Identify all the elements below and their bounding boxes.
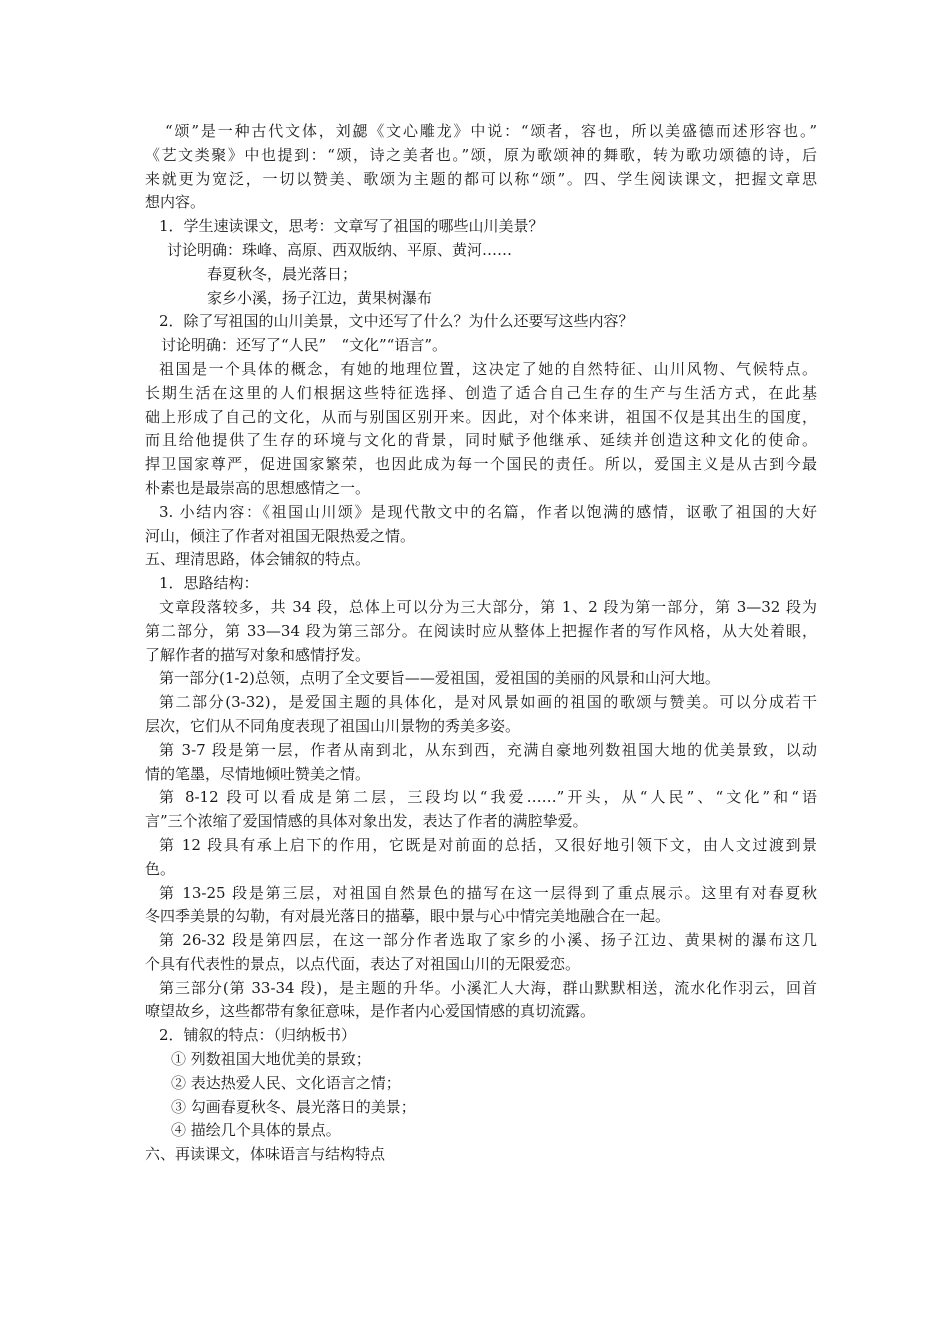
- text-line: 想内容。: [145, 193, 206, 212]
- text-line: 1．学生速读课文，思考：文章写了祖国的哪些山川美景？: [159, 217, 544, 236]
- text-line: ② 表达热爱人民、文化语言之情；: [171, 1073, 401, 1092]
- text-line: 层次，它们从不同角度表现了祖国山川景物的秀美多姿。: [145, 716, 521, 735]
- text-line: 础上形成了自己的文化，从而与别国区别开来。因此，对个体来讲，祖国不仅是其出生的国度，: [145, 407, 817, 426]
- text-line: 第 8-12 段可以看成是第二层，三段均以“我爱……”开头，从“人民”、“文化”和“语: [159, 788, 817, 807]
- text-line: 色。: [145, 859, 176, 878]
- text-line: 祖国是一个具体的概念，有她的地理位置，这决定了她的自然特征、山川风物、气候特点。: [159, 359, 817, 378]
- text-line: 第三部分(第 33-34 段)，是主题的升华。小溪汇人大海，群山默默相送，流水化作羽云，回首: [159, 978, 817, 997]
- text-line: 捍卫国家尊严，促进国家繁荣，也因此成为每一个国民的责任。所以，爱国主义是从古到今最: [145, 455, 817, 474]
- text-line: 第 13-25 段是第三层，对祖国自然景色的描写在这一层得到了重点展示。这里有对春夏秋: [159, 883, 817, 902]
- text-line: 个具有代表性的景点，以点代面，表达了对祖国山川的无限爱恋。: [145, 954, 581, 973]
- text-line: 2．铺叙的特点：（归纳板书）: [159, 1026, 357, 1045]
- text-line: 第 26-32 段是第四层，在这一部分作者选取了家乡的小溪、扬子江边、黄果树的瀑布这几: [159, 931, 817, 950]
- text-line: 3. 小结内容：《祖国山川颂》是现代散文中的名篇，作者以饱满的感情，讴歌了祖国的大好: [159, 502, 817, 521]
- text-line: 了解作者的描写对象和感情抒发。: [145, 645, 371, 664]
- text-line: 家乡小溪，扬子江边，黄果树瀑布: [207, 288, 433, 307]
- document-body: [145, 120, 817, 1167]
- text-line: 情的笔墨，尽情地倾吐赞美之情。: [145, 764, 371, 783]
- text-line: 讨论明确：还写了“人民” “文化”“语言”。: [161, 336, 448, 355]
- text-line: 春夏秋冬，晨光落日；: [207, 264, 358, 283]
- text-line: 第二部分(3-32)，是爱国主题的具体化，是对风景如画的祖国的歌颂与赞美。可以分成若干: [159, 693, 817, 712]
- text-line: 五、理清思路，体会铺叙的特点。: [145, 550, 371, 569]
- text-line: 来就更为宽泛，一切以赞美、歌颂为主题的都可以称“颂”。四、学生阅读课文，把握文章思: [145, 169, 817, 188]
- text-line: 嘹望故乡，这些都带有象征意味，是作者内心爱国情感的真切流露。: [145, 1002, 596, 1021]
- text-line: 长期生活在这里的人们根据这些特征选择、创造了适合自己生存的生产与生活方式，在此基: [145, 383, 817, 402]
- text-line: 河山，倾注了作者对祖国无限热爱之情。: [145, 526, 416, 545]
- text-line: 第一部分(1-2)总领，点明了全文要旨——爱祖国，爱祖国的美丽的风景和山河大地。: [159, 669, 720, 688]
- text-line: 文章段落较多，共 34 段，总体上可以分为三大部分，第 1、2 段为第一部分，第 3—32 段为: [159, 597, 817, 616]
- text-line: 六、再读课文，体味语言与结构特点: [145, 1145, 386, 1164]
- text-line: 冬四季美景的勾勒，有对晨光落日的描摹，眼中景与心中情完美地融合在一起。: [145, 907, 671, 926]
- text-line: 1．思路结构：: [159, 574, 259, 593]
- text-line: 而且给他提供了生存的环境与文化的背景，同时赋予他继承、延续并创造这种文化的使命。: [145, 431, 817, 450]
- text-line: 第 12 段具有承上启下的作用，它既是对前面的总括，又很好地引领下文，由人文过渡到景: [159, 835, 817, 854]
- text-line: ① 列数祖国大地优美的景致；: [171, 1050, 371, 1069]
- text-line: 朴素也是最崇高的思想感情之一。: [145, 478, 371, 497]
- text-line: 言”三个浓缩了爱国情感的具体对象出发，表达了作者的满腔挚爱。: [145, 812, 588, 831]
- text-line: ④ 描绘几个具体的景点。: [171, 1121, 341, 1140]
- text-line: 第二部分，第 33—34 段为第三部分。在阅读时应从整体上把握作者的写作风格，从大处着眼，: [145, 621, 817, 640]
- text-line: 第 3-7 段是第一层，作者从南到北，从东到西，充满自豪地列数祖国大地的优美景致，以动: [159, 740, 817, 759]
- text-line: 讨论明确：珠峰、高原、西双版纳、平原、黄河……: [167, 240, 513, 259]
- text-line: 《艺文类聚》中也提到：“颂，诗之美者也。”颂，原为歌颂神的舞歌，转为歌功颂德的诗，后: [145, 145, 817, 164]
- text-line: “颂”是一种古代文体，刘勰《文心雕龙》中说：“颂者，容也，所以美盛德而述形容也。”: [165, 122, 817, 140]
- text-line: 2．除了写祖国的山川美景，文中还写了什么？为什么还要写这些内容？: [159, 312, 634, 331]
- text-line: ③ 勾画春夏秋冬、晨光落日的美景；: [171, 1097, 416, 1116]
